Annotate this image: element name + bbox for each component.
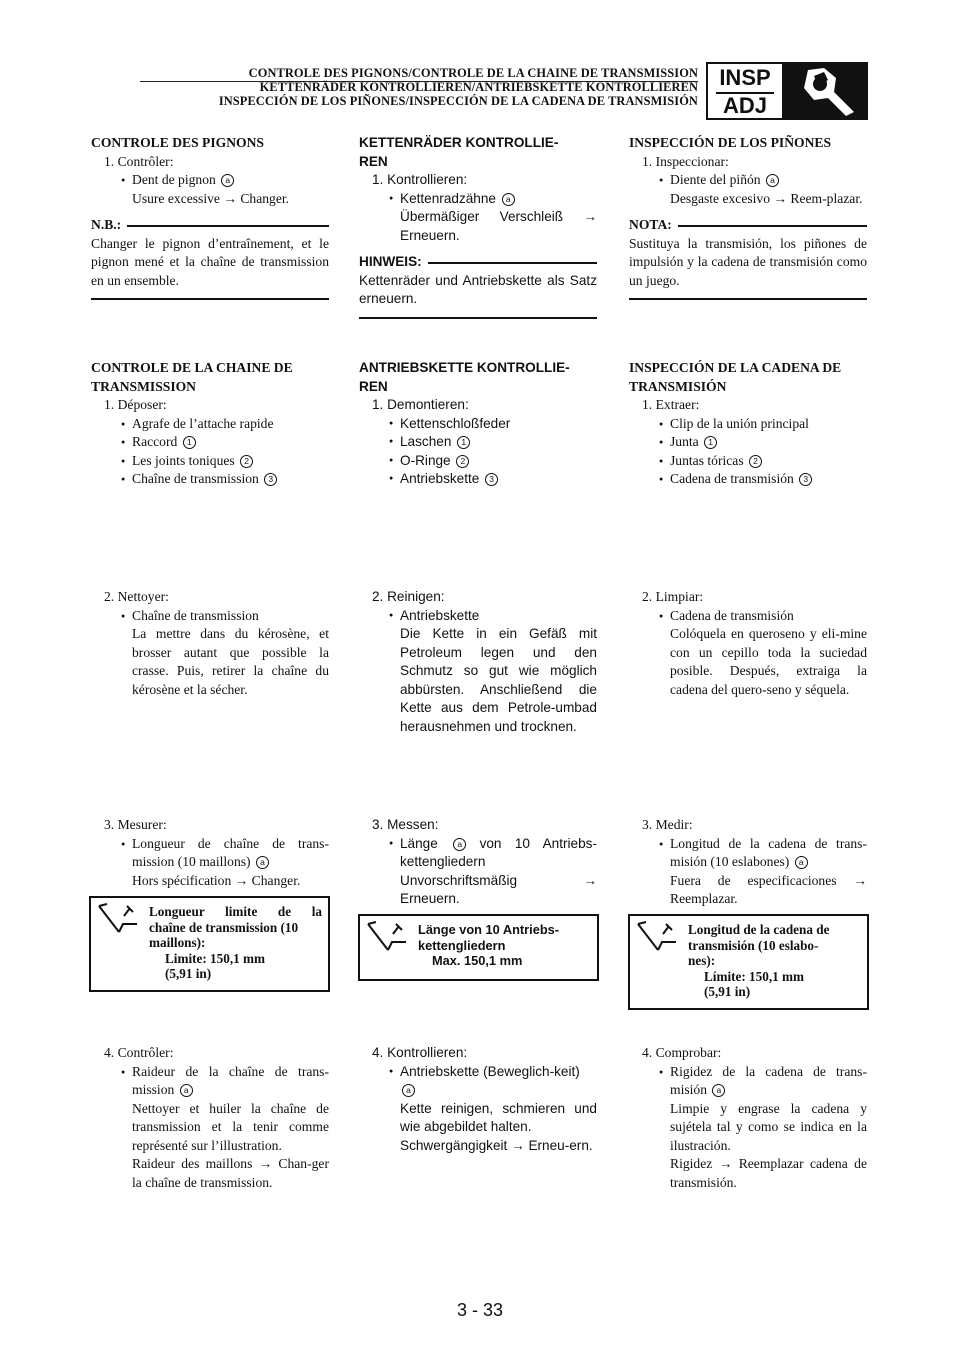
- es-chain-title-b: TRANSMISIÓN: [629, 378, 727, 394]
- es-note-header: NOTA:: [629, 216, 867, 235]
- de-clean-section: [359, 588, 597, 736]
- de-check-text-1: Kette reinigen, schmieren und wie abgebildet halten.: [400, 1100, 597, 1134]
- fr-note-end: [91, 298, 329, 300]
- es-spec-text: Longitud de la cadena de transmisión (10 eslabo- nes): Límite: 150,1 mm (5,91 in): [688, 922, 830, 999]
- fr-check-step: 4. Contrôler:: [104, 1045, 174, 1060]
- list-item: ● Antriebskette: [359, 607, 597, 626]
- list-item: ● O-Ringe 2: [359, 452, 597, 471]
- list-item: ● Chaîne de transmission: [91, 607, 329, 626]
- de-check-text-2: Schwergängigkeit → Erneu-ern.: [400, 1137, 593, 1153]
- badge-insp: INSP: [719, 65, 771, 90]
- list-item: ● Junta 1: [629, 433, 867, 452]
- es-sprocket-step: 1. Inspeccionar:: [642, 153, 729, 169]
- fr-check-section: [91, 1044, 329, 1192]
- fr-note-text: Changer le pignon d’entraînement, et le pignon mené et la chaîne de transmission en un ensemble.: [91, 235, 329, 288]
- de-check-section: [359, 1044, 597, 1155]
- list-item: ● Kettenradzähne a: [359, 190, 597, 209]
- wrench-icon: [784, 62, 868, 120]
- list-item: ● Agrafe de l’attache rapide: [91, 415, 329, 434]
- fr-measure-section: [91, 816, 329, 890]
- de-measure-text: Unvorschriftsmäßig → Erneuern.: [400, 872, 597, 906]
- column-es: [629, 134, 867, 300]
- list-item: ● Rigidez de la cadena de trans-misión a: [629, 1063, 867, 1100]
- list-item: ● Juntas tóricas 2: [629, 452, 867, 471]
- de-note-end: [359, 317, 597, 319]
- de-note-text: Kettenräder und Antriebskette als Satz erneuern.: [359, 272, 597, 306]
- es-measure-text: Fuera de especificaciones → Reemplazar.: [670, 872, 867, 906]
- es-clean-step: 2. Limpiar:: [642, 589, 704, 604]
- es-chain-step: 1. Extraer:: [642, 397, 700, 412]
- fr-sprocket-step: 1. Contrôler:: [104, 153, 174, 169]
- es-measure-section: [629, 816, 867, 909]
- fr-chain-step: 1. Déposer:: [104, 397, 167, 412]
- list-item: ● Raccord 1: [91, 433, 329, 452]
- header-title-fr: CONTROLE DES PIGNONS/CONTROLE DE LA CHAINE DE TRANSMISSION: [248, 66, 698, 80]
- de-measure-section: [359, 816, 597, 909]
- fr-sprocket-text: Usure excessive → Changer.: [132, 190, 290, 206]
- fr-sprocket-title: CONTROLE DES PIGNONS: [91, 135, 264, 150]
- de-check-step: 4. Kontrollieren:: [372, 1045, 468, 1060]
- de-clean-text: Die Kette in ein Gefäß mit Petroleum legen und den Schmutz so gut wie möglich abbürsten. Anschließend die Kette aus dem Petrole-umbad herausnehmen und trocknen.: [400, 626, 597, 734]
- wrench-spec-icon: [366, 920, 408, 954]
- es-clean-section: [629, 588, 867, 699]
- de-note-header: HINWEIS:: [359, 253, 597, 272]
- de-clean-step: 2. Reinigen:: [372, 589, 445, 604]
- header-title-es: INSPECCIÓN DE LOS PIÑONES/INSPECCIÓN DE LA CADENA DE TRANSMISIÓN: [218, 94, 698, 108]
- list-item: ● Dent de pignon a: [91, 171, 329, 190]
- de-sprocket-title-b: REN: [359, 153, 388, 169]
- fr-clean-step: 2. Nettoyer:: [104, 589, 169, 604]
- es-check-text-1: Limpie y engrase la cadena y sujétela tal y como se indica en la ilustración.: [670, 1100, 867, 1153]
- fr-clean-text: La mettre dans du kérosène, et brosser autant que possible la crasse. Puis, retirer la chaîne du kérosène et la sécher.: [132, 626, 329, 697]
- list-item: ● Laschen 1: [359, 433, 597, 452]
- wrench-spec-icon: [97, 902, 139, 936]
- section-badge: [706, 62, 784, 120]
- fr-spec-text: Longueur limite de la chaîne de transmission (10 maillons): Limite: 150,1 mm (5,91 in): [149, 904, 322, 981]
- list-item: ● Les joints toniques 2: [91, 452, 329, 471]
- badge-adj: ADJ: [722, 93, 767, 118]
- page-number: 3 - 33: [456, 1300, 504, 1320]
- es-check-text-2: Rigidez → Reemplazar cadena de transmisión.: [670, 1156, 867, 1190]
- de-spec-box: [358, 914, 599, 981]
- de-chain-step: 1. Demontieren:: [372, 397, 469, 412]
- de-measure-step: 3. Messen:: [372, 817, 439, 832]
- es-note-end: [629, 298, 867, 300]
- fr-clean-section: [91, 588, 329, 699]
- de-chain-title-a: ANTRIEBSKETTE KONTROLLIE-: [359, 360, 570, 375]
- es-spec-box: [628, 914, 869, 1010]
- es-sprocket-text: Desgaste excesivo → Reem-plazar.: [670, 190, 863, 206]
- fr-check-text-1: Nettoyer et huiler la chaîne de transmission et la tenir comme représenté sur l’illustration.: [132, 1100, 329, 1153]
- es-sprocket-title: INSPECCIÓN DE LOS PIÑONES: [629, 135, 832, 150]
- wrench-spec-icon: [636, 920, 678, 954]
- fr-check-text-2: Raideur des maillons → Chan-ger la chaîne de transmission.: [132, 1156, 329, 1190]
- list-item: ● Antriebskette 3: [359, 470, 597, 489]
- de-sprocket-text: Übermäßiger Verschleiß → Erneuern.: [400, 209, 597, 243]
- es-measure-step: 3. Medir:: [642, 817, 693, 832]
- es-chain-title-a: INSPECCIÓN DE LA CADENA DE: [629, 360, 842, 375]
- de-spec-text: Länge von 10 Antriebs- kettengliedern Max. 150,1 mm: [418, 922, 560, 968]
- es-clean-text: Colóquela en queroseno y eli-mine con un cepillo toda la suciedad posible. Después, extraiga la cadena del quero-seno y séquela.: [670, 626, 867, 697]
- es-chain-section: [629, 359, 867, 489]
- list-item: ● Longueur de chaîne de trans-mission (10 maillons) a: [91, 835, 329, 872]
- list-item: ● Cadena de transmisión 3: [629, 470, 867, 489]
- list-item: ● Longitud de la cadena de trans-misión (10 eslabones) a: [629, 835, 867, 872]
- de-sprocket-step: 1. Kontrollieren:: [372, 172, 468, 187]
- column-de: [359, 134, 597, 319]
- list-item: ● Clip de la unión principal: [629, 415, 867, 434]
- list-item: ● Cadena de transmisión: [629, 607, 867, 626]
- es-note-text: Sustituya la transmisión, los piñones de impulsión y la cadena de transmisión como un juego.: [629, 235, 867, 288]
- de-chain-section: [359, 359, 597, 489]
- list-item: ● Länge a von 10 Antriebs-kettengliedern: [359, 835, 597, 872]
- fr-chain-title: CONTROLE DE LA CHAINE DE TRANSMISSION: [91, 360, 293, 394]
- fr-measure-text: Hors spécification → Changer.: [132, 872, 301, 888]
- es-check-step: 4. Comprobar:: [642, 1045, 722, 1060]
- list-item: ● Diente del piñón a: [629, 171, 867, 190]
- list-item: ● Antriebskette (Beweglich-keit) a: [359, 1063, 597, 1100]
- es-check-section: [629, 1044, 867, 1192]
- list-item: ● Kettenschloßfeder: [359, 415, 597, 434]
- list-item: ● Chaîne de transmission 3: [91, 470, 329, 489]
- de-sprocket-title-a: KETTENRÄDER KONTROLLIE-: [359, 135, 559, 150]
- header-title-de: KETTENRÄDER KONTROLLIEREN/ANTRIEBSKETTE KONTROLLIEREN: [259, 80, 698, 94]
- list-item: ● Raideur de la chaîne de trans-mission a: [91, 1063, 329, 1100]
- fr-note-header: N.B.:: [91, 216, 329, 235]
- column-fr: [91, 134, 329, 300]
- fr-measure-step: 3. Mesurer:: [104, 817, 167, 832]
- fr-spec-box: [89, 896, 330, 992]
- fr-chain-section: [91, 359, 329, 489]
- de-chain-title-b: REN: [359, 378, 388, 394]
